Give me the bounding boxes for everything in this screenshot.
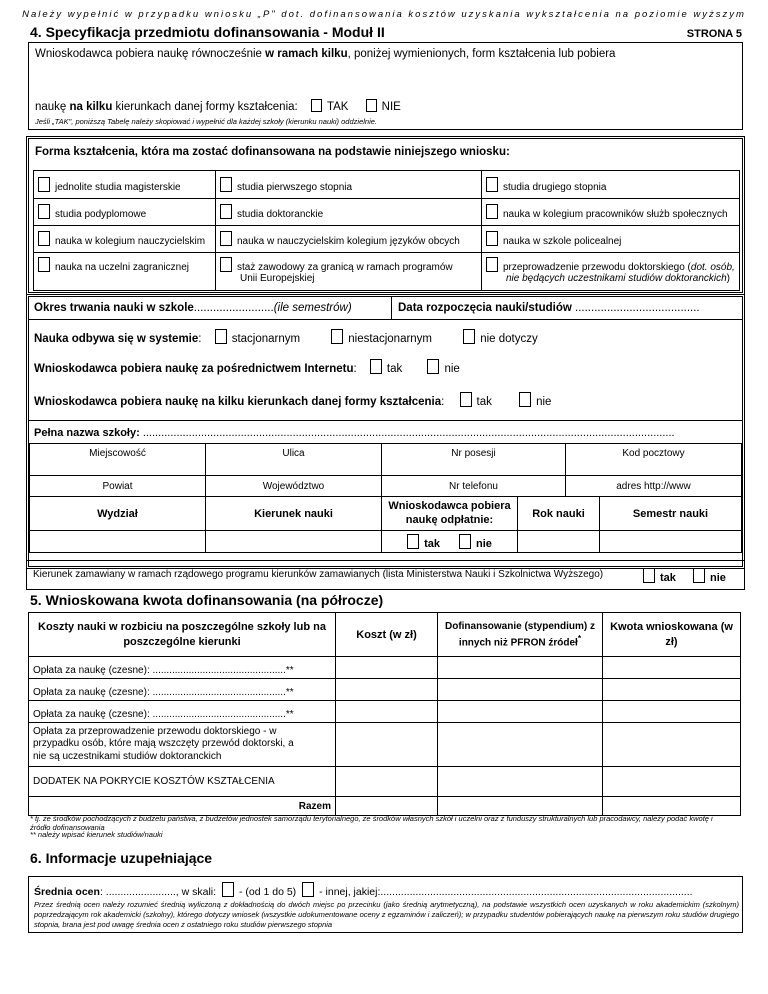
forma-box — [26, 136, 745, 295]
intro-line-1 — [35, 48, 740, 60]
amount-cell[interactable] — [438, 701, 603, 723]
forma-header: Forma kształcenia, która ma zostać dofinansowana na podstawie niniejszego wniosku: — [35, 146, 510, 158]
rok-header: Rok nauki — [518, 497, 600, 531]
checkbox[interactable] — [460, 392, 472, 407]
amount-cell[interactable] — [336, 767, 438, 797]
amount-cell[interactable] — [603, 657, 741, 679]
section6-title: 6. Informacje uzupełniające — [30, 850, 213, 866]
form-cell[interactable] — [216, 226, 482, 253]
amount-cell[interactable] — [336, 723, 438, 767]
addr-cell[interactable]: adres http://www — [566, 476, 742, 497]
option-stacjonarnym[interactable] — [215, 333, 300, 345]
amount-cell[interactable] — [438, 657, 603, 679]
srednia-text[interactable]: : ........................, w skali: — [99, 886, 217, 898]
form-cell[interactable] — [34, 253, 216, 291]
option-label: stacjonarnym — [231, 333, 301, 345]
okres-label: Okres trwania nauki w szkole — [34, 302, 194, 314]
checkbox[interactable] — [302, 882, 314, 897]
intro-text: kierunkach danej formy kształcenia: — [112, 101, 298, 113]
amount-cell[interactable] — [603, 701, 741, 723]
col-koszty-header: Koszty nauki w rozbiciu na poszczególne szkoły lub na poszczególne kierunki — [29, 613, 336, 657]
form-label: ) — [726, 273, 731, 284]
amount-cell[interactable] — [336, 701, 438, 723]
amount-cell[interactable] — [438, 723, 603, 767]
amount-cell[interactable] — [336, 679, 438, 701]
form-label: nauka w kolegium nauczycielskim — [55, 236, 206, 247]
amount-cell[interactable] — [603, 723, 741, 767]
col-dofinansowanie-header — [438, 613, 603, 657]
checkbox[interactable] — [519, 392, 531, 407]
intro-bold: w ramach kilku — [265, 48, 348, 60]
amount-cell[interactable] — [603, 767, 741, 797]
page-label: STRONA 5 — [686, 28, 742, 40]
form-label: studia pierwszego stopnia — [237, 181, 353, 193]
system-label: Nauka odbywa się w systemie — [34, 333, 199, 345]
checkbox-label: NIE — [381, 101, 401, 113]
checkbox[interactable] — [370, 359, 382, 374]
option-tak[interactable] — [370, 363, 402, 375]
okres-unit: (ile semestrów) — [273, 302, 352, 314]
intro-text: naukę — [35, 101, 70, 113]
kierunek-value[interactable] — [206, 531, 382, 553]
oplata-row-label: Opłata za naukę (czesne): ................................................** — [29, 701, 336, 723]
form-cell[interactable] — [216, 253, 482, 291]
amount-cell[interactable] — [438, 679, 603, 701]
checkbox[interactable] — [486, 257, 498, 272]
checkbox[interactable] — [220, 257, 232, 272]
kwota-table — [28, 612, 741, 816]
option-nie[interactable] — [693, 572, 726, 584]
form-label: Unii Europejskiej — [240, 273, 315, 284]
razem-label: Razem — [29, 797, 336, 816]
form-cell[interactable] — [34, 226, 216, 253]
wydzial-header: Wydział — [30, 497, 206, 531]
form-label: nauka w nauczycielskim kolegium języków obcych — [237, 236, 460, 247]
checkbox-nie-option[interactable] — [366, 101, 401, 113]
checkbox[interactable] — [693, 568, 705, 583]
intro-text: Wnioskodawca pobiera naukę równocześnie — [35, 48, 266, 60]
amount-cell[interactable] — [336, 797, 438, 816]
wydzial-value[interactable] — [30, 531, 206, 553]
checkbox[interactable] — [643, 568, 655, 583]
okres-row — [29, 297, 742, 320]
addr-cell[interactable]: Miejscowość — [30, 444, 206, 476]
form-label: studia drugiego stopnia — [503, 181, 607, 193]
kilku-colon: : — [441, 396, 445, 408]
intro-note: Jeśli „TAK", poniższą Tabelę należy skopiować i wypełnić dla każdej szkoły (kierunku nauki) oddzielnie. — [35, 117, 377, 126]
srednia-box — [28, 876, 743, 933]
option-label: tak — [660, 572, 676, 584]
intro-bold: na kilku — [69, 101, 113, 113]
form-label: staż zawodowy za granicą w ramach programów — [237, 262, 453, 273]
odplatnie-options — [382, 531, 518, 553]
addr-cell[interactable]: Nr telefonu — [382, 476, 566, 497]
option-label: tak — [424, 537, 440, 550]
section5-title: 5. Wnioskowana kwota dofinansowania (na półrocze) — [30, 592, 384, 608]
option-nie-dotyczy[interactable] — [463, 333, 538, 345]
col-kwota-header: Kwota wnioskowana (w zł) — [603, 613, 741, 657]
checkbox-label: TAK — [326, 101, 349, 113]
option-label: tak — [386, 363, 403, 375]
form-label: dot. osób, — [690, 262, 735, 273]
data-dots: ....................................... — [571, 302, 700, 314]
semestr-value[interactable] — [600, 531, 742, 553]
intro-box — [28, 42, 743, 130]
form-label: jednolite studia magisterskie — [55, 181, 181, 193]
form-cell[interactable] — [482, 171, 740, 199]
internet-label: Wnioskodawca pobiera naukę za pośrednictwem Internetu — [34, 363, 354, 375]
addr-cell[interactable]: Ulica — [206, 444, 382, 476]
col-koszt-header: Koszt (w zł) — [336, 613, 438, 657]
checkbox[interactable] — [38, 231, 50, 246]
oplata-row-label: Opłata za naukę (czesne): ................................................** — [29, 657, 336, 679]
srednia-dots[interactable]: ........................................................................................................... — [380, 886, 693, 898]
wydzial-table — [29, 496, 742, 553]
okres-dots: ......................... — [193, 302, 274, 314]
divider — [391, 297, 392, 319]
checkbox[interactable] — [220, 231, 232, 246]
form-cell[interactable] — [216, 171, 482, 199]
option-tak[interactable] — [460, 396, 492, 408]
checkbox[interactable] — [215, 329, 227, 344]
addr-cell[interactable]: Kod pocztowy — [566, 444, 742, 476]
checkbox[interactable] — [311, 99, 322, 112]
checkbox[interactable] — [427, 359, 439, 374]
addr-cell[interactable]: Nr posesji — [382, 444, 566, 476]
form-label: nie będących uczestnikami studiów doktoranckich — [506, 273, 727, 284]
option-niestacjonarnym[interactable] — [331, 333, 432, 345]
option-label: nie — [476, 537, 492, 550]
intro-text: , poniżej wymienionych, form kształcenia lub pobiera — [347, 48, 616, 60]
okres-field[interactable] — [34, 302, 352, 314]
system-colon: : — [198, 333, 202, 345]
form-cell[interactable] — [216, 199, 482, 226]
szkola-row[interactable] — [29, 420, 742, 443]
form-cell[interactable] — [34, 171, 216, 199]
szkola-label: Pełna nazwa szkoły: — [34, 427, 140, 439]
internet-row — [34, 359, 460, 375]
checkbox[interactable] — [38, 257, 50, 272]
checkbox[interactable] — [486, 177, 498, 192]
option-nie[interactable] — [459, 538, 492, 550]
option-label: nie dotyczy — [480, 333, 538, 345]
checkbox[interactable] — [459, 534, 471, 549]
form-label: nauka w kolegium pracowników służb społecznych — [503, 209, 728, 220]
form-cell[interactable] — [34, 199, 216, 226]
checkbox[interactable] — [222, 882, 234, 897]
szkola-dots: .............................................................................................................................................................................. — [139, 427, 675, 439]
option-label: tak — [476, 396, 492, 408]
details-box — [26, 294, 745, 569]
zamawiany-row — [26, 560, 745, 590]
oplata-row-label: Opłata za naukę (czesne): ................................................** — [29, 679, 336, 701]
kilku-row — [34, 392, 551, 408]
col3-sup: * — [577, 632, 582, 643]
form-cell[interactable] — [482, 226, 740, 253]
data-label: Data rozpoczęcia nauki/studiów — [398, 302, 572, 314]
top-note: Należy wypełnić w przypadku wniosku „P" dot. dofinansowania kosztów uzyskania wykształcenia na poziomie wyższym — [22, 9, 746, 20]
odplatnie-header: Wnioskodawca pobiera naukę odpłatnie: — [382, 497, 518, 531]
checkbox[interactable] — [486, 231, 498, 246]
checkbox-tak-option[interactable] — [311, 101, 349, 113]
amount-cell[interactable] — [438, 767, 603, 797]
internet-colon: : — [353, 363, 357, 375]
form-label: studia doktoranckie — [237, 209, 324, 220]
forma-table — [33, 170, 740, 291]
kilku-label: Wnioskodawca pobiera naukę na kilku kierunkach danej formy kształcenia — [34, 396, 442, 408]
amount-cell[interactable] — [603, 679, 741, 701]
intro-line-2 — [35, 99, 401, 113]
checkbox[interactable] — [407, 534, 419, 549]
srednia-label: Średnia ocen — [34, 886, 100, 898]
checkbox[interactable] — [463, 329, 475, 344]
footnote-2: ** należy wpisać kierunek studiów/nauki — [30, 830, 163, 839]
checkbox[interactable] — [486, 204, 498, 219]
kierunek-header: Kierunek nauki — [206, 497, 382, 531]
option-tak[interactable] — [407, 538, 440, 550]
addr-cell[interactable]: Powiat — [30, 476, 206, 497]
checkbox[interactable] — [38, 177, 50, 192]
form-label: nauka na uczelni zagranicznej — [55, 262, 189, 273]
option-label: nie — [444, 363, 460, 375]
form-label: nauka w szkole policealnej — [503, 236, 622, 247]
option-label: - (od 1 do 5) — [238, 886, 297, 898]
option-nie[interactable] — [427, 363, 459, 375]
form-cell[interactable] — [482, 199, 740, 226]
amount-cell[interactable] — [438, 797, 603, 816]
option-label: niestacjonarnym — [348, 333, 433, 345]
szkola-field[interactable] — [34, 427, 739, 439]
address-table — [29, 443, 742, 497]
zamawiany-label: Kierunek zamawiany w ramach rządowego programu kierunków zamawianych (lista Ministerstwa Nauki i Szkolnictwa Wyższego) — [33, 569, 604, 580]
option-label: nie — [536, 396, 552, 408]
option-tak[interactable] — [643, 572, 676, 584]
checkbox[interactable] — [331, 329, 343, 344]
form-label: studia podyplomowe — [55, 209, 147, 220]
data-field[interactable] — [398, 302, 700, 314]
checkbox[interactable] — [220, 177, 232, 192]
form-cell[interactable] — [482, 253, 740, 291]
zamawiany-options — [643, 568, 726, 584]
option-nie[interactable] — [519, 396, 551, 408]
amount-cell[interactable] — [336, 657, 438, 679]
amount-cell[interactable] — [603, 797, 741, 816]
dodatek-row-label: DODATEK NA POKRYCIE KOSZTÓW KSZTAŁCENIA — [29, 767, 336, 797]
footnote-1: * tj. ze środków pochodzących z budżetu państwa, z budżetów jednostek samorządu terytorialnego, ze środków własnych szkół i uczelni oraz z funduszy strukturalnych lub pracodawcy, należy podać kwotę i źródło dofinansowania — [30, 814, 713, 833]
system-row — [34, 329, 538, 345]
form-label: przeprowadzenie przewodu doktorskiego ( — [503, 262, 691, 273]
przewod-row-label: Opłata za przeprowadzenie przewodu doktorskiego - w przypadku osób, które mają wszczęty przewód doktorski, a nie są uczestnikami studiów doktoranckich — [29, 723, 336, 767]
option-label: - innej, jakiej: — [319, 886, 381, 898]
semestr-header: Semestr nauki — [600, 497, 742, 531]
checkbox[interactable] — [220, 204, 232, 219]
col3-text: Dofinansowanie (stypendium) z innych niż PFRON źródeł — [444, 620, 595, 649]
checkbox[interactable] — [38, 204, 50, 219]
srednia-row — [34, 882, 740, 898]
srednia-note: Przez średnią ocen należy rozumieć średnią wyliczoną z dokładnością do dwóch miejsc po przecinku (jako średnią arytmetyczną), na podstawie wszystkich ocen uzyskanych w roku akademickim (szkolnym) poprzedzającym rok akademicki (szkolny), którego dotyczy wniosek (wszystkie udokumentowane oceny z egzaminów i zaliczeń); w przypadku studentów pobierających naukę na pierwszym roku studiów drugiego stopnia, brana jest pod uwagę średnia ocen z ostatniego roku studiów pierwszego stopnia — [34, 900, 739, 929]
checkbox[interactable] — [366, 99, 377, 112]
option-label: nie — [709, 572, 726, 584]
rok-value[interactable] — [518, 531, 600, 553]
section4-title: 4. Specyfikacja przedmiotu dofinansowania - Moduł II — [30, 24, 385, 40]
addr-cell[interactable]: Województwo — [206, 476, 382, 497]
